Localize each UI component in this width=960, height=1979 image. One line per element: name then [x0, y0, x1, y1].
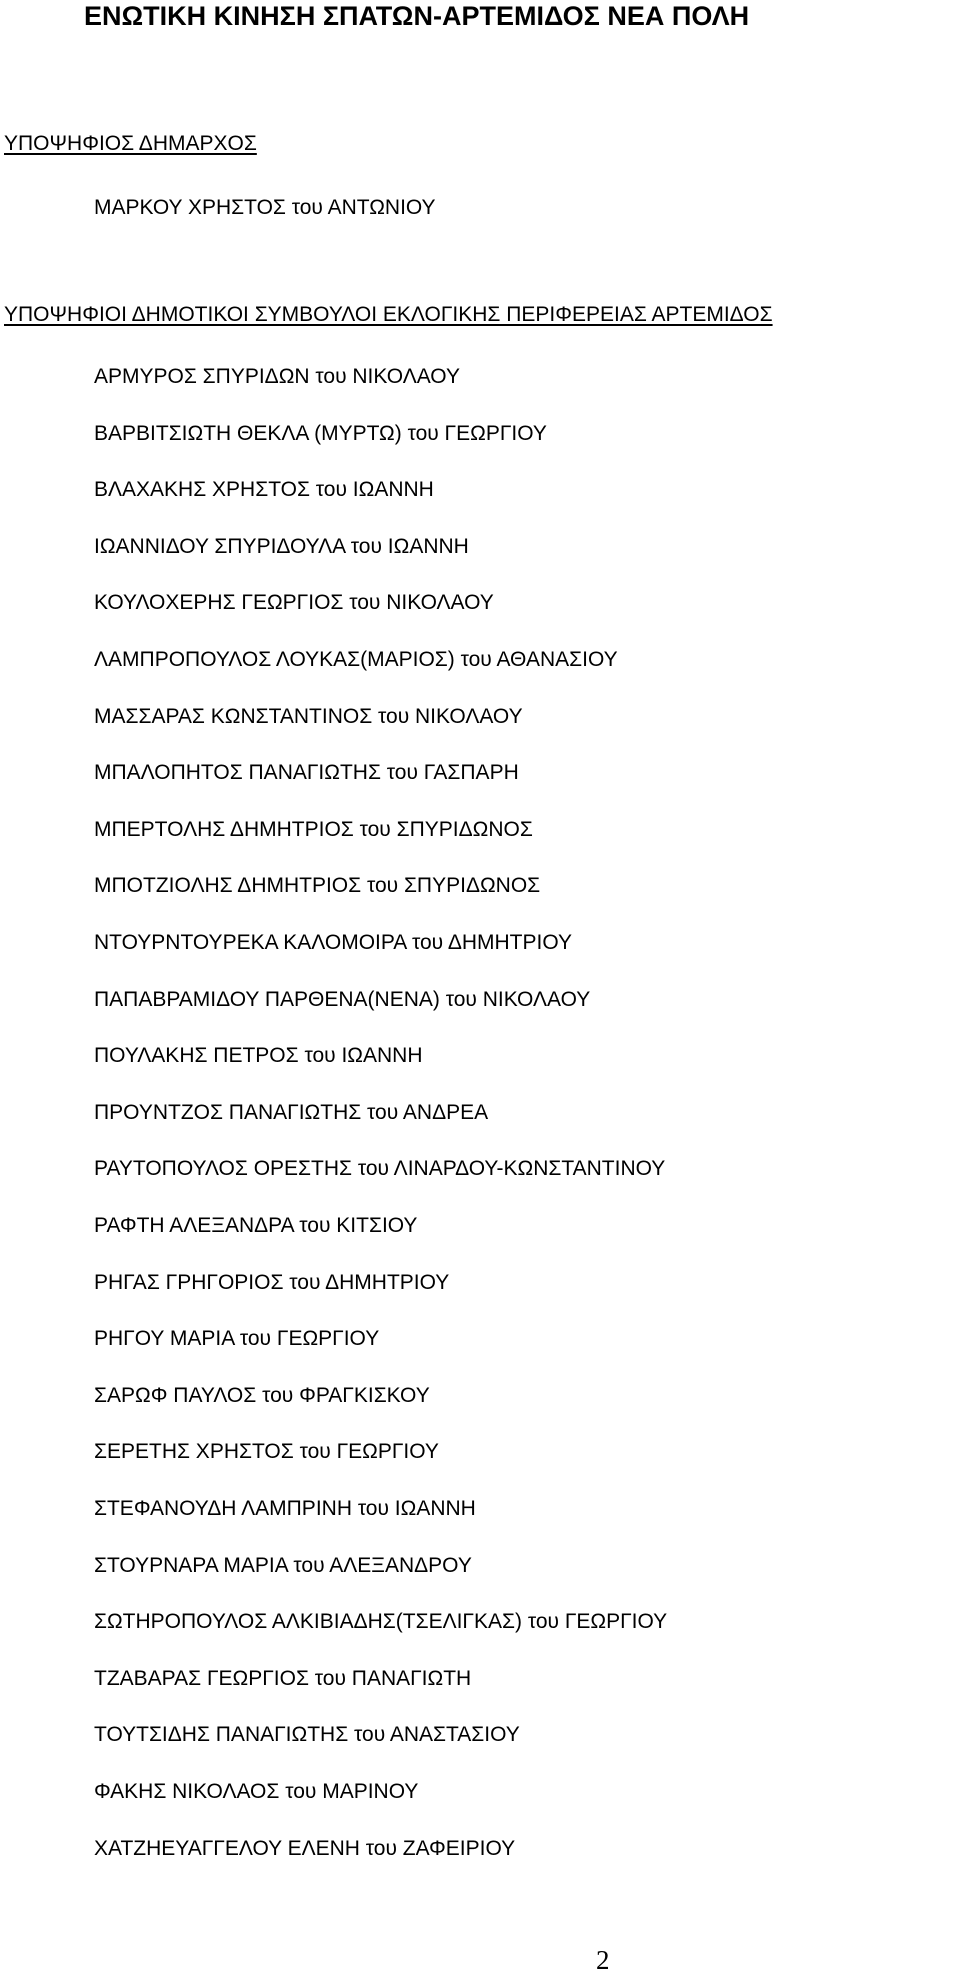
- candidate-name: ΙΩΑΝΝΙΔΟΥ ΣΠΥΡΙΔΟΥΛΑ του ΙΩΑΝΝΗ: [94, 535, 469, 558]
- candidate-name: ΜΑΡΚΟΥ ΧΡΗΣΤΟΣ του ΑΝΤΩΝΙΟΥ: [94, 196, 436, 219]
- document-title: ΕΝΩΤΙΚΗ ΚΙΝΗΣΗ ΣΠΑΤΩΝ-ΑΡΤΕΜΙΔΟΣ ΝΕΑ ΠΟΛΗ: [84, 1, 750, 31]
- candidate-name: ΤΖΑΒΑΡΑΣ ΓΕΩΡΓΙΟΣ του ΠΑΝΑΓΙΩΤΗ: [94, 1667, 472, 1690]
- candidate-name: ΝΤΟΥΡΝΤΟΥΡΕΚΑ ΚΑΛΟΜΟΙΡΑ του ΔΗΜΗΤΡΙΟΥ: [94, 931, 573, 954]
- mayor-section-heading: ΥΠΟΨΗΦΙΟΣ ΔΗΜΑΡΧΟΣ: [4, 132, 257, 155]
- candidate-name: ΜΑΣΣΑΡΑΣ ΚΩΝΣΤΑΝΤΙΝΟΣ του ΝΙΚΟΛΑΟΥ: [94, 705, 523, 728]
- candidate-name: ΠΑΠΑΒΡΑΜΙΔΟΥ ΠΑΡΘΕΝΑ(ΝΕΝΑ) του ΝΙΚΟΛΑΟΥ: [94, 988, 591, 1011]
- candidate-name: ΛΑΜΠΡΟΠΟΥΛΟΣ ΛΟΥΚΑΣ(ΜΑΡΙΟΣ) του ΑΘΑΝΑΣΙΟΥ: [94, 648, 618, 671]
- candidate-name: ΤΟΥΤΣΙΔΗΣ ΠΑΝΑΓΙΩΤΗΣ του ΑΝΑΣΤΑΣΙΟΥ: [94, 1723, 520, 1746]
- candidate-name: ΣΩΤΗΡΟΠΟΥΛΟΣ ΑΛΚΙΒΙΑΔΗΣ(ΤΣΕΛΙΓΚΑΣ) του ΓΕΩΡΓΙΟΥ: [94, 1610, 668, 1633]
- candidate-name: ΚΟΥΛΟΧΕΡΗΣ ΓΕΩΡΓΙΟΣ του ΝΙΚΟΛΑΟΥ: [94, 591, 494, 614]
- candidate-name: ΣΤΟΥΡΝΑΡΑ ΜΑΡΙΑ του ΑΛΕΞΑΝΔΡΟΥ: [94, 1554, 472, 1577]
- candidate-name: ΜΠΕΡΤΟΛΗΣ ΔΗΜΗΤΡΙΟΣ του ΣΠΥΡΙΔΩΝΟΣ: [94, 818, 533, 841]
- candidate-name: ΜΠΟΤΖΙΟΛΗΣ ΔΗΜΗΤΡΙΟΣ του ΣΠΥΡΙΔΩΝΟΣ: [94, 874, 541, 897]
- candidate-name: ΡΗΓΑΣ ΓΡΗΓΟΡΙΟΣ του ΔΗΜΗΤΡΙΟΥ: [94, 1271, 450, 1294]
- candidate-name: ΣΤΕΦΑΝΟΥΔΗ ΛΑΜΠΡΙΝΗ του ΙΩΑΝΝΗ: [94, 1497, 476, 1520]
- page-number: 2: [596, 1945, 610, 1975]
- candidate-name: ΦΑΚΗΣ ΝΙΚΟΛΑΟΣ του ΜΑΡΙΝΟΥ: [94, 1780, 419, 1803]
- candidate-name: ΣΕΡΕΤΗΣ ΧΡΗΣΤΟΣ του ΓΕΩΡΓΙΟΥ: [94, 1440, 439, 1463]
- candidate-name: ΒΛΑΧΑΚΗΣ ΧΡΗΣΤΟΣ του ΙΩΑΝΝΗ: [94, 478, 434, 501]
- candidate-name: ΡΑΥΤΟΠΟΥΛΟΣ ΟΡΕΣΤΗΣ του ΛΙΝΑΡΔΟΥ-ΚΩΝΣΤΑΝΤΙΝΟΥ: [94, 1157, 666, 1180]
- candidate-name: ΣΑΡΩΦ ΠΑΥΛΟΣ του ΦΡΑΓΚΙΣΚΟΥ: [94, 1384, 430, 1407]
- candidate-name: ΠΡΟΥΝΤΖΟΣ ΠΑΝΑΓΙΩΤΗΣ του ΑΝΔΡΕΑ: [94, 1101, 489, 1124]
- candidate-name: ΑΡΜΥΡΟΣ ΣΠΥΡΙΔΩΝ του ΝΙΚΟΛΑΟΥ: [94, 365, 460, 388]
- candidate-name: ΧΑΤΖΗΕΥΑΓΓΕΛΟΥ ΕΛΕΝΗ του ΖΑΦΕΙΡΙΟΥ: [94, 1837, 516, 1860]
- candidate-name: ΜΠΑΛΟΠΗΤΟΣ ΠΑΝΑΓΙΩΤΗΣ του ΓΑΣΠΑΡΗ: [94, 761, 519, 784]
- council-section-heading: ΥΠΟΨΗΦΙΟΙ ΔΗΜΟΤΙΚΟΙ ΣΥΜΒΟΥΛΟΙ ΕΚΛΟΓΙΚΗΣ ΠΕΡΙΦΕΡΕΙΑΣ ΑΡΤΕΜΙΔΟΣ: [4, 303, 773, 326]
- candidate-name: ΒΑΡΒΙΤΣΙΩΤΗ ΘΕΚΛΑ (ΜΥΡΤΩ) του ΓΕΩΡΓΙΟΥ: [94, 422, 547, 445]
- candidate-name: ΡΗΓΟΥ ΜΑΡΙΑ του ΓΕΩΡΓΙΟΥ: [94, 1327, 380, 1350]
- candidate-name: ΠΟΥΛΑΚΗΣ ΠΕΤΡΟΣ του ΙΩΑΝΝΗ: [94, 1044, 423, 1067]
- candidate-name: ΡΑΦΤΗ ΑΛΕΞΑΝΔΡΑ του ΚΙΤΣΙΟΥ: [94, 1214, 418, 1237]
